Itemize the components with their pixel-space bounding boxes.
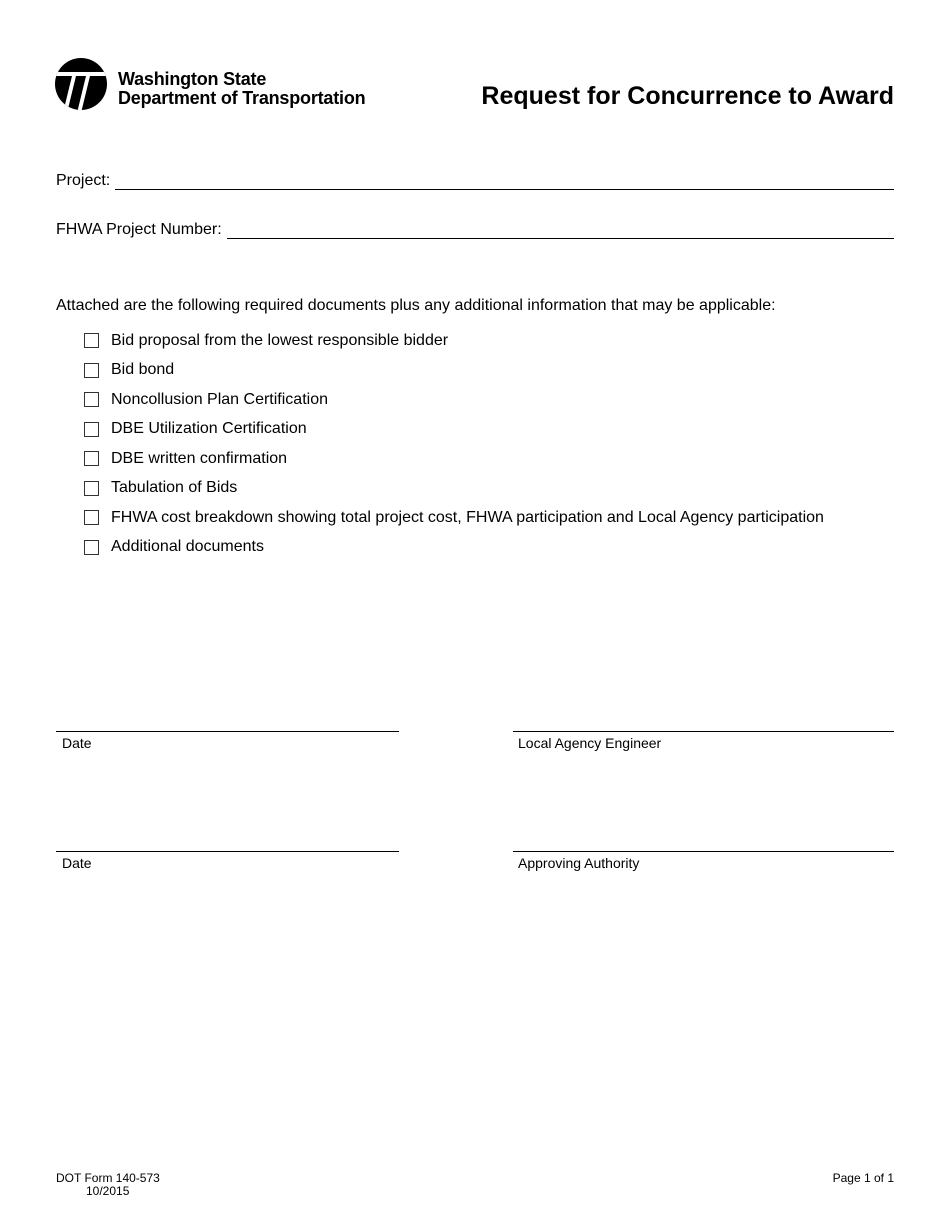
page-number: Page 1 of 1 (832, 1171, 894, 1185)
checklist-item-label: Bid proposal from the lowest responsible bidder (111, 331, 449, 349)
authority-label: Approving Authority (518, 855, 640, 871)
checklist-item-bid-bond[interactable] (84, 356, 824, 386)
checklist-item-additional[interactable] (84, 533, 824, 563)
checklist-item-label: DBE written confirmation (111, 449, 288, 467)
required-documents-checklist (84, 326, 824, 562)
form-revision: 10/2015 (86, 1184, 130, 1198)
date-label-2: Date (62, 855, 92, 871)
date-label-1: Date (62, 735, 92, 751)
checklist-item-label: Additional documents (111, 538, 264, 556)
checklist-item-label: Noncollusion Plan Certification (111, 390, 328, 408)
checklist-item-dbe-confirmation[interactable] (84, 444, 824, 474)
org-name (118, 70, 365, 108)
checkbox[interactable] (84, 363, 99, 378)
checklist-item-tabulation[interactable] (84, 474, 824, 504)
engineer-signature-line[interactable] (513, 731, 894, 732)
checklist-item-dbe-utilization[interactable] (84, 415, 824, 445)
date-signature-line-1[interactable] (56, 731, 399, 732)
wsdot-logo (55, 55, 395, 115)
checklist-item-label: FHWA cost breakdown showing total project cost, FHWA participation and Local Agency participation (111, 508, 824, 526)
checkbox[interactable] (84, 392, 99, 407)
fhwa-project-number-field[interactable] (56, 221, 894, 239)
wsdot-emblem-icon (55, 55, 109, 113)
project-field[interactable] (56, 172, 894, 190)
checklist-item-noncollusion[interactable] (84, 385, 824, 415)
authority-signature-line[interactable] (513, 851, 894, 852)
checklist-item-cost-breakdown[interactable] (84, 503, 824, 533)
org-name-line1: Washington State (118, 69, 267, 89)
checklist-item-label: Bid bond (111, 361, 175, 379)
project-input[interactable] (115, 175, 894, 190)
checklist-item-label: Tabulation of Bids (111, 479, 238, 497)
form-number: DOT Form 140-573 (56, 1171, 160, 1185)
checklist-item-bid-proposal[interactable] (84, 326, 824, 356)
checklist-item-label: DBE Utilization Certification (111, 420, 307, 438)
engineer-label: Local Agency Engineer (518, 735, 662, 751)
fhwa-project-number-label: FHWA Project Number: (56, 221, 222, 238)
checkbox[interactable] (84, 510, 99, 525)
checkbox[interactable] (84, 333, 99, 348)
checkbox[interactable] (84, 540, 99, 555)
fhwa-project-number-input[interactable] (227, 222, 894, 239)
date-signature-line-2[interactable] (56, 851, 399, 852)
checkbox[interactable] (84, 422, 99, 437)
checkbox[interactable] (84, 451, 99, 466)
org-name-line2: Department of Transportation (118, 88, 366, 108)
project-label: Project: (56, 172, 111, 189)
checkbox[interactable] (84, 481, 99, 496)
instructions-text: Attached are the following required documents plus any additional information that may be applicable: (56, 297, 776, 314)
form-title: Request for Concurrence to Award (481, 82, 894, 110)
